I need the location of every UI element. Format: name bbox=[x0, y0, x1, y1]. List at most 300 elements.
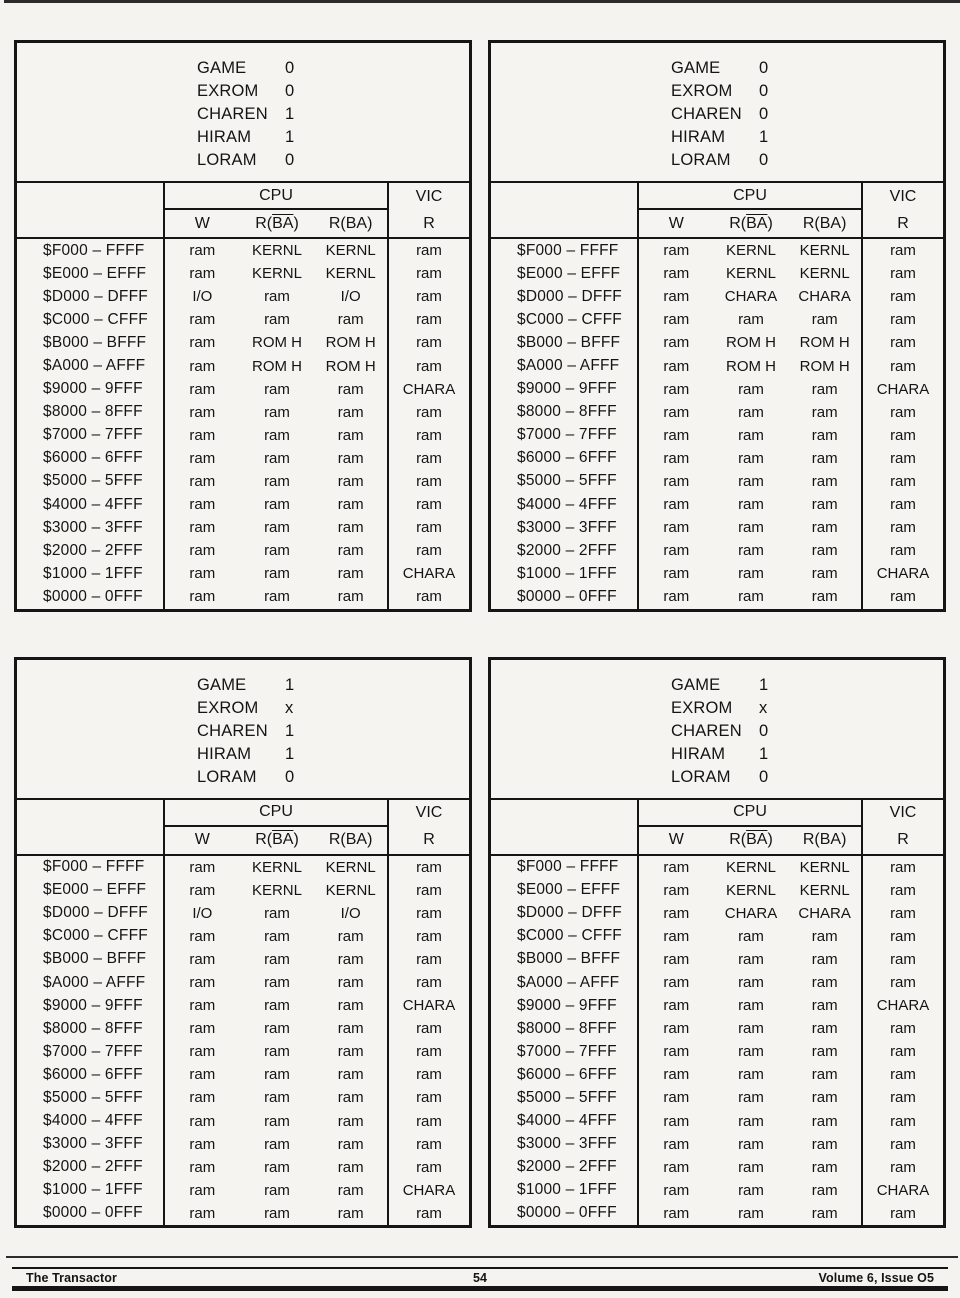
map-cell: ram bbox=[416, 904, 442, 922]
map-cell: KERNL bbox=[725, 242, 776, 260]
map-cell: ram bbox=[788, 447, 863, 470]
map-cell: ROM H bbox=[788, 331, 863, 354]
address-range: $8000 – 8FFF bbox=[491, 1017, 639, 1040]
address-range: $9000 – 9FFF bbox=[17, 994, 165, 1017]
col-header-r-ba-not: R( $\overline{BA}$ ) bbox=[240, 827, 315, 856]
signal-name: CHAREN bbox=[671, 105, 742, 123]
map-cell: KERNL bbox=[251, 858, 302, 876]
map-cell: ram bbox=[314, 1202, 389, 1225]
address-range: $C000 – CFFF bbox=[491, 308, 639, 331]
signal-row bbox=[197, 743, 469, 766]
signal-name: LORAM bbox=[671, 767, 731, 786]
map-cell: ram bbox=[314, 539, 389, 562]
map-cell: KERNL bbox=[314, 856, 389, 879]
map-cell: ram bbox=[663, 1135, 690, 1153]
map-cell: CHARA bbox=[402, 1181, 456, 1199]
address-range: $D000 – DFFF bbox=[17, 902, 165, 925]
map-cell: ram bbox=[738, 1066, 764, 1084]
address-range: $D000 – DFFF bbox=[17, 285, 165, 308]
memory-config-panel bbox=[14, 657, 472, 1229]
address-range: $2000 – 2FFF bbox=[491, 539, 639, 562]
signal-name: HIRAM bbox=[671, 128, 726, 146]
col-header-w: W bbox=[165, 827, 240, 856]
map-cell: ram bbox=[663, 1089, 690, 1107]
map-cell: ram bbox=[264, 1204, 290, 1222]
col-header-w: W bbox=[639, 827, 714, 856]
map-cell: ram bbox=[663, 1043, 690, 1061]
map-cell: ram bbox=[189, 1089, 216, 1107]
map-cell: ram bbox=[738, 1089, 764, 1107]
address-range: $4000 – 4FFF bbox=[491, 493, 639, 516]
map-cell: ram bbox=[264, 542, 290, 560]
vic-column-group-header: VIC bbox=[889, 187, 917, 205]
map-cell: ram bbox=[663, 472, 690, 490]
map-cell: ram bbox=[788, 1110, 863, 1133]
signal-name: GAME bbox=[197, 675, 247, 694]
cpu-column-group-header: CPU bbox=[639, 800, 863, 827]
address-range: $4000 – 4FFF bbox=[491, 1110, 639, 1133]
address-range: $B000 – BFFF bbox=[491, 948, 639, 971]
map-cell: ram bbox=[890, 1204, 916, 1222]
col-header-w: W bbox=[165, 210, 240, 239]
vic-column-group-header: VIC bbox=[415, 187, 443, 205]
map-cell: ram bbox=[314, 378, 389, 401]
address-range: $4000 – 4FFF bbox=[17, 493, 165, 516]
map-cell: ram bbox=[663, 403, 690, 421]
map-cell: ram bbox=[416, 242, 442, 260]
map-cell: ram bbox=[788, 424, 863, 447]
address-range: $7000 – 7FFF bbox=[17, 1040, 165, 1063]
map-cell: ram bbox=[788, 1040, 863, 1063]
map-cell: ram bbox=[663, 950, 690, 968]
overline-ba: $\overline{BA}$ bbox=[746, 831, 768, 848]
signal-value: 1 bbox=[759, 744, 769, 763]
map-cell: ram bbox=[314, 424, 389, 447]
address-range: $E000 – EFFF bbox=[491, 879, 639, 902]
map-cell: ram bbox=[788, 562, 863, 585]
cpu-column-group-header: CPU bbox=[165, 183, 389, 210]
address-range: $3000 – 3FFF bbox=[491, 1133, 639, 1156]
map-cell: ROM H bbox=[251, 357, 302, 375]
signal-name: HIRAM bbox=[197, 744, 252, 763]
address-range: $B000 – BFFF bbox=[17, 948, 165, 971]
map-cell: ram bbox=[416, 858, 442, 876]
map-cell: ram bbox=[663, 1181, 690, 1199]
map-cell: ram bbox=[663, 1204, 690, 1222]
signal-list bbox=[491, 43, 943, 181]
map-cell: ram bbox=[890, 1089, 916, 1107]
signal-row bbox=[671, 80, 943, 103]
map-cell: I/O bbox=[314, 285, 389, 308]
memory-map-table bbox=[17, 798, 469, 1226]
map-cell: ram bbox=[416, 519, 442, 537]
map-cell: KERNL bbox=[314, 239, 389, 262]
address-range: $6000 – 6FFF bbox=[491, 1063, 639, 1086]
address-range: $8000 – 8FFF bbox=[17, 1017, 165, 1040]
map-cell: ram bbox=[738, 588, 764, 606]
signal-row bbox=[671, 720, 943, 743]
map-cell: ram bbox=[890, 974, 916, 992]
map-cell: ROM H bbox=[725, 334, 776, 352]
address-range: $0000 – 0FFF bbox=[17, 585, 165, 608]
map-cell: ram bbox=[788, 1017, 863, 1040]
map-cell: ram bbox=[788, 401, 863, 424]
map-cell: ram bbox=[264, 288, 290, 306]
map-cell: ram bbox=[189, 1112, 216, 1130]
map-cell: ram bbox=[264, 588, 290, 606]
map-cell: ram bbox=[738, 1181, 764, 1199]
map-cell: ram bbox=[416, 334, 442, 352]
map-cell: ram bbox=[264, 1158, 290, 1176]
signal-value: 1 bbox=[759, 128, 769, 146]
map-cell: CHARA bbox=[402, 997, 456, 1015]
signal-name: CHAREN bbox=[671, 721, 742, 740]
map-cell: ram bbox=[189, 1158, 216, 1176]
map-cell: ram bbox=[189, 1043, 216, 1061]
col-header-r-ba-not: R( $\overline{BA}$ ) bbox=[714, 210, 789, 239]
map-cell: ram bbox=[663, 1066, 690, 1084]
map-cell: CHARA bbox=[788, 285, 863, 308]
map-cell: ram bbox=[663, 542, 690, 560]
map-cell: ram bbox=[264, 403, 290, 421]
map-cell: ram bbox=[738, 950, 764, 968]
signal-name: GAME bbox=[671, 675, 721, 694]
signal-value: 0 bbox=[759, 59, 769, 77]
col-header-r-ba: R(BA) bbox=[314, 210, 389, 239]
map-cell: ram bbox=[663, 974, 690, 992]
map-cell: KERNL bbox=[788, 856, 863, 879]
address-range: $0000 – 0FFF bbox=[491, 1202, 639, 1225]
address-range: $D000 – DFFF bbox=[491, 902, 639, 925]
map-cell: ram bbox=[314, 516, 389, 539]
map-cell: ram bbox=[189, 1135, 216, 1153]
map-cell: ram bbox=[663, 858, 690, 876]
address-range: $5000 – 5FFF bbox=[491, 470, 639, 493]
map-cell: ram bbox=[264, 1135, 290, 1153]
col-header-r-ba: R(BA) bbox=[314, 827, 389, 856]
address-range: $F000 – FFFF bbox=[17, 856, 165, 879]
scan-page-top-edge bbox=[4, 0, 960, 3]
address-range: $5000 – 5FFF bbox=[17, 470, 165, 493]
address-range: $8000 – 8FFF bbox=[17, 401, 165, 424]
col-header-r-ba: R(BA) bbox=[788, 210, 863, 239]
map-cell: ram bbox=[890, 542, 916, 560]
signal-name: GAME bbox=[671, 59, 721, 77]
map-cell: ram bbox=[890, 288, 916, 306]
address-range: $8000 – 8FFF bbox=[491, 401, 639, 424]
map-cell: CHARA bbox=[876, 1181, 930, 1199]
footer-divider-rule bbox=[6, 1256, 958, 1258]
col-header-r: R bbox=[863, 827, 943, 856]
overline-ba: $\overline{BA}$ bbox=[746, 214, 768, 232]
map-cell: KERNL bbox=[725, 858, 776, 876]
map-cell: ram bbox=[416, 311, 442, 329]
map-cell: ram bbox=[788, 1179, 863, 1202]
map-cell: ram bbox=[416, 974, 442, 992]
address-range: $9000 – 9FFF bbox=[17, 378, 165, 401]
map-cell: ram bbox=[264, 974, 290, 992]
map-cell: ram bbox=[738, 1043, 764, 1061]
map-cell: ram bbox=[189, 311, 216, 329]
map-cell: ram bbox=[416, 265, 442, 283]
map-cell: ram bbox=[416, 449, 442, 467]
signal-name: EXROM bbox=[671, 698, 733, 717]
memory-map-table bbox=[17, 181, 469, 609]
address-range: $B000 – BFFF bbox=[17, 331, 165, 354]
map-cell: ram bbox=[314, 585, 389, 608]
map-cell: KERNL bbox=[725, 265, 776, 283]
col-header-r: R bbox=[863, 210, 943, 239]
map-cell: ram bbox=[416, 1020, 442, 1038]
map-cell: ram bbox=[890, 1043, 916, 1061]
map-cell: ram bbox=[416, 1158, 442, 1176]
map-cell: ram bbox=[890, 927, 916, 945]
address-range: $F000 – FFFF bbox=[491, 856, 639, 879]
map-cell: ram bbox=[264, 1043, 290, 1061]
map-cell: ram bbox=[663, 311, 690, 329]
map-cell: ram bbox=[314, 308, 389, 331]
map-cell: ram bbox=[663, 265, 690, 283]
map-cell: ram bbox=[416, 588, 442, 606]
signal-row bbox=[671, 149, 943, 172]
signal-row bbox=[197, 720, 469, 743]
map-cell: ram bbox=[788, 1156, 863, 1179]
signal-name: EXROM bbox=[197, 82, 259, 100]
map-cell: ram bbox=[189, 472, 216, 490]
address-range: $A000 – AFFF bbox=[17, 354, 165, 377]
map-cell: ram bbox=[663, 565, 690, 583]
map-cell: ram bbox=[416, 1112, 442, 1130]
signal-row bbox=[671, 126, 943, 149]
map-cell: ram bbox=[663, 881, 690, 899]
address-range: $7000 – 7FFF bbox=[491, 424, 639, 447]
signal-value: 0 bbox=[285, 151, 295, 169]
address-range: $0000 – 0FFF bbox=[491, 585, 639, 608]
map-cell: ram bbox=[264, 519, 290, 537]
footer-magazine-title: The Transactor bbox=[26, 1270, 118, 1285]
map-cell: ram bbox=[788, 1202, 863, 1225]
address-range: $1000 – 1FFF bbox=[17, 1179, 165, 1202]
map-cell: ram bbox=[314, 470, 389, 493]
map-cell: ram bbox=[890, 357, 916, 375]
map-cell: ram bbox=[264, 449, 290, 467]
signal-name: HIRAM bbox=[671, 744, 726, 763]
footer-page-number: 54 bbox=[472, 1270, 488, 1285]
address-range: $1000 – 1FFF bbox=[491, 562, 639, 585]
signal-row bbox=[671, 743, 943, 766]
signal-name: EXROM bbox=[671, 82, 733, 100]
address-range: $9000 – 9FFF bbox=[491, 378, 639, 401]
signal-row bbox=[671, 674, 943, 697]
address-range: $0000 – 0FFF bbox=[17, 1202, 165, 1225]
map-cell: ram bbox=[314, 1040, 389, 1063]
map-cell: ram bbox=[189, 334, 216, 352]
map-cell: I/O bbox=[192, 288, 213, 306]
map-cell: ram bbox=[189, 565, 216, 583]
map-cell: ram bbox=[189, 997, 216, 1015]
map-cell: ram bbox=[663, 927, 690, 945]
map-cell: ram bbox=[738, 1135, 764, 1153]
map-cell: ram bbox=[264, 1066, 290, 1084]
map-cell: ram bbox=[264, 1089, 290, 1107]
map-cell: ram bbox=[788, 971, 863, 994]
map-cell: ram bbox=[189, 1181, 216, 1199]
map-cell: ram bbox=[264, 426, 290, 444]
map-cell: ram bbox=[189, 380, 216, 398]
map-cell: ram bbox=[890, 858, 916, 876]
map-cell: ram bbox=[264, 565, 290, 583]
map-cell: ram bbox=[416, 426, 442, 444]
map-cell: ram bbox=[189, 519, 216, 537]
map-cell: ram bbox=[738, 472, 764, 490]
signal-list bbox=[17, 660, 469, 798]
map-cell: ram bbox=[189, 588, 216, 606]
map-cell: ram bbox=[788, 493, 863, 516]
map-cell: ram bbox=[788, 994, 863, 1017]
map-cell: ram bbox=[663, 1158, 690, 1176]
map-cell: KERNL bbox=[251, 242, 302, 260]
signal-value: 1 bbox=[285, 105, 295, 123]
map-cell: ram bbox=[264, 1020, 290, 1038]
signal-name: CHAREN bbox=[197, 721, 268, 740]
signal-value: 0 bbox=[285, 59, 295, 77]
memory-config-panel bbox=[488, 657, 946, 1229]
signal-list bbox=[491, 660, 943, 798]
address-range: $E000 – EFFF bbox=[17, 879, 165, 902]
signal-name: EXROM bbox=[197, 698, 259, 717]
map-cell: ram bbox=[663, 426, 690, 444]
map-cell: ram bbox=[788, 1133, 863, 1156]
map-cell: ram bbox=[416, 472, 442, 490]
signal-row bbox=[671, 103, 943, 126]
map-cell: KERNL bbox=[314, 879, 389, 902]
map-cell: ram bbox=[663, 904, 690, 922]
address-range: $5000 – 5FFF bbox=[17, 1086, 165, 1109]
address-range: $2000 – 2FFF bbox=[17, 539, 165, 562]
map-cell: ram bbox=[663, 357, 690, 375]
map-cell: ram bbox=[189, 426, 216, 444]
map-cell: ram bbox=[890, 472, 916, 490]
map-cell: ram bbox=[738, 426, 764, 444]
signal-value: 1 bbox=[285, 721, 295, 740]
signal-value: 0 bbox=[285, 767, 295, 786]
map-cell: ram bbox=[738, 542, 764, 560]
map-cell: CHARA bbox=[402, 565, 456, 583]
map-cell: ram bbox=[189, 357, 216, 375]
map-cell: ram bbox=[416, 403, 442, 421]
signal-row bbox=[197, 766, 469, 789]
map-cell: ram bbox=[890, 950, 916, 968]
map-cell: ram bbox=[314, 1156, 389, 1179]
signal-row bbox=[197, 149, 469, 172]
map-cell: ram bbox=[738, 380, 764, 398]
address-range: $F000 – FFFF bbox=[17, 239, 165, 262]
map-cell: ram bbox=[890, 1020, 916, 1038]
map-cell: ram bbox=[314, 1017, 389, 1040]
map-cell: ram bbox=[189, 1066, 216, 1084]
map-cell: ram bbox=[738, 496, 764, 514]
map-cell: ram bbox=[416, 1135, 442, 1153]
col-header-r-ba-not: R( $\overline{BA}$ ) bbox=[240, 210, 315, 239]
map-cell: ram bbox=[738, 997, 764, 1015]
map-cell: ram bbox=[788, 925, 863, 948]
cpu-column-group-header: CPU bbox=[639, 183, 863, 210]
map-cell: ram bbox=[738, 1020, 764, 1038]
signal-row bbox=[197, 80, 469, 103]
map-cell: ram bbox=[738, 1158, 764, 1176]
signal-value: 0 bbox=[759, 721, 769, 740]
map-cell: ram bbox=[416, 357, 442, 375]
map-cell: ram bbox=[663, 288, 690, 306]
map-cell: ram bbox=[890, 311, 916, 329]
memory-map-table bbox=[491, 798, 943, 1226]
memory-config-panel bbox=[14, 40, 472, 612]
signal-value: x bbox=[285, 698, 294, 717]
map-cell: ram bbox=[890, 881, 916, 899]
map-cell: ram bbox=[738, 565, 764, 583]
map-cell: ram bbox=[264, 1181, 290, 1199]
map-cell: ram bbox=[788, 1086, 863, 1109]
map-cell: ram bbox=[663, 242, 690, 260]
map-cell: ram bbox=[890, 1066, 916, 1084]
map-cell: ram bbox=[890, 496, 916, 514]
map-cell: ram bbox=[890, 1158, 916, 1176]
address-range: $B000 – BFFF bbox=[491, 331, 639, 354]
address-range: $C000 – CFFF bbox=[17, 308, 165, 331]
map-cell: ram bbox=[314, 447, 389, 470]
signal-value: 0 bbox=[759, 82, 769, 100]
signal-value: 1 bbox=[759, 675, 769, 694]
map-cell: ROM H bbox=[725, 357, 776, 375]
map-cell: CHARA bbox=[876, 565, 930, 583]
signal-row bbox=[197, 697, 469, 720]
map-cell: ram bbox=[189, 542, 216, 560]
map-cell: CHARA bbox=[402, 380, 456, 398]
map-cell: ram bbox=[314, 1086, 389, 1109]
signal-name: GAME bbox=[197, 59, 247, 77]
map-cell: ram bbox=[189, 242, 216, 260]
col-header-r: R bbox=[389, 827, 469, 856]
map-cell: ram bbox=[738, 403, 764, 421]
col-header-w: W bbox=[639, 210, 714, 239]
map-cell: ram bbox=[314, 1110, 389, 1133]
map-cell: ram bbox=[314, 562, 389, 585]
map-cell: ram bbox=[788, 470, 863, 493]
address-range: $D000 – DFFF bbox=[491, 285, 639, 308]
map-cell: ram bbox=[264, 380, 290, 398]
map-cell: ram bbox=[738, 449, 764, 467]
col-header-r-ba: R(BA) bbox=[788, 827, 863, 856]
vic-column-group-header: VIC bbox=[889, 804, 917, 821]
signal-row bbox=[671, 766, 943, 789]
map-cell: CHARA bbox=[724, 904, 778, 922]
map-cell: ram bbox=[264, 472, 290, 490]
signal-row bbox=[197, 674, 469, 697]
map-cell: ram bbox=[663, 380, 690, 398]
map-cell: ram bbox=[314, 994, 389, 1017]
map-cell: ram bbox=[738, 1204, 764, 1222]
map-cell: ram bbox=[663, 496, 690, 514]
map-cell: ROM H bbox=[788, 354, 863, 377]
map-cell: ram bbox=[663, 334, 690, 352]
table-corner-cell bbox=[17, 800, 165, 856]
map-cell: ROM H bbox=[314, 331, 389, 354]
address-range: $1000 – 1FFF bbox=[491, 1179, 639, 1202]
map-cell: ram bbox=[788, 516, 863, 539]
map-cell: ram bbox=[314, 401, 389, 424]
map-cell: ram bbox=[788, 585, 863, 608]
map-cell: ram bbox=[189, 1204, 216, 1222]
